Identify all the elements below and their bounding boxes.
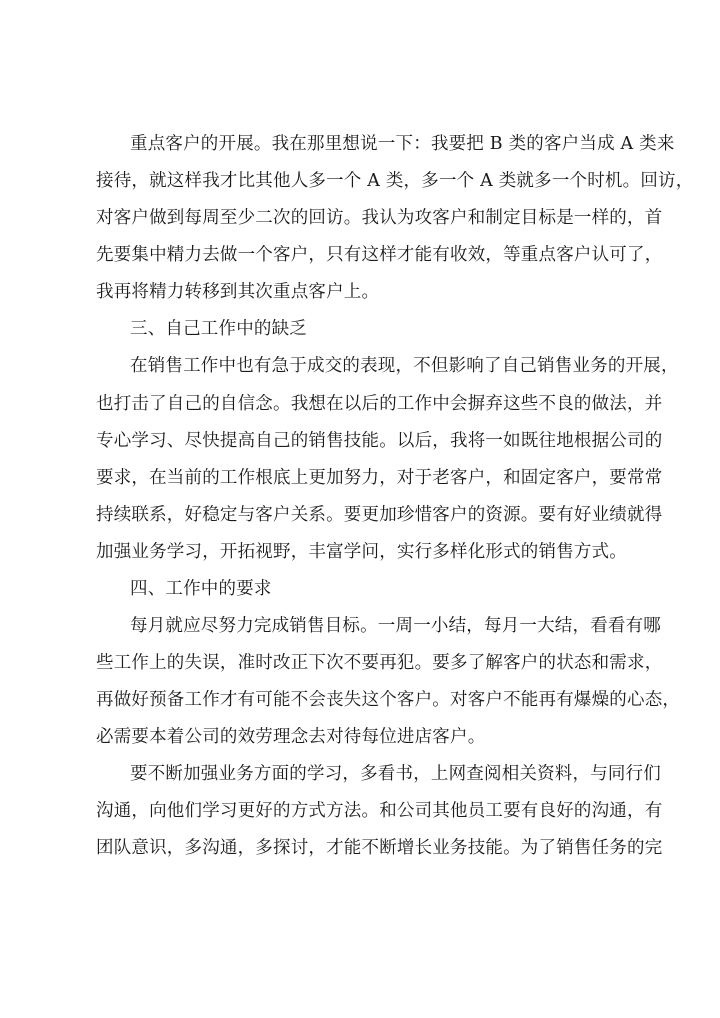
paragraph-line: 必需要本着公司的效劳理念去对待每位进店客户。 [96,727,486,747]
paragraph-line: 些工作上的失误，准时改正下次不要再犯。要多了解客户的状态和需求， [96,653,663,673]
paragraph-line: 先要集中精力去做一个客户，只有这样才能有收效，等重点客户认可了， [96,245,663,265]
paragraph-line: 持续联系，好稳定与客户关系。要更加珍惜客户的资源。要有好业绩就得 [96,505,663,525]
paragraph-line: 接待，就这样我才比其他人多一个 A 类，多一个 A 类就多一个时机。回访， [96,171,694,191]
paragraph-line: 每月就应尽努力完成销售目标。一周一小结，每月一大结，看看有哪 [130,616,661,636]
paragraph-line: 再做好预备工作才有可能不会丧失这个客户。对客户不能再有爆燥的心态， [96,690,681,710]
paragraph-line: 也打击了自己的自信念。我想在以后的工作中会摒弃这些不良的做法，并 [96,394,663,414]
paragraph-line: 加强业务学习，开拓视野，丰富学问，实行多样化形式的销售方式。 [96,542,627,562]
section-heading: 三、自己工作中的缺乏 [130,319,307,339]
paragraph-line: 在销售工作中也有急于成交的表现，不但影响了自己销售业务的开展， [130,356,679,376]
paragraph-line: 对客户做到每周至少二次的回访。我认为攻客户和制定目标是一样的，首 [96,208,663,228]
paragraph-line: 专心学习、尽快提高自己的销售技能。以后，我将一如既往地根据公司的 [96,431,663,451]
paragraph-line: 我再将精力转移到其次重点客户上。 [96,282,380,302]
paragraph-line: 团队意识，多沟通，多探讨，才能不断增长业务技能。为了销售任务的完 [96,838,663,858]
paragraph-line: 沟通，向他们学习更好的方式方法。和公司其他员工要有良好的沟通，有 [96,801,663,821]
paragraph-line: 要求，在当前的工作根底上更加努力，对于老客户，和固定客户，要常常 [96,468,663,488]
section-heading: 四、工作中的要求 [130,579,272,599]
paragraph-line: 要不断加强业务方面的学习，多看书，上网查阅相关资料，与同行们 [130,764,661,784]
paragraph-line: 重点客户的开展。我在那里想说一下：我要把 B 类的客户当成 A 类来 [130,134,675,154]
